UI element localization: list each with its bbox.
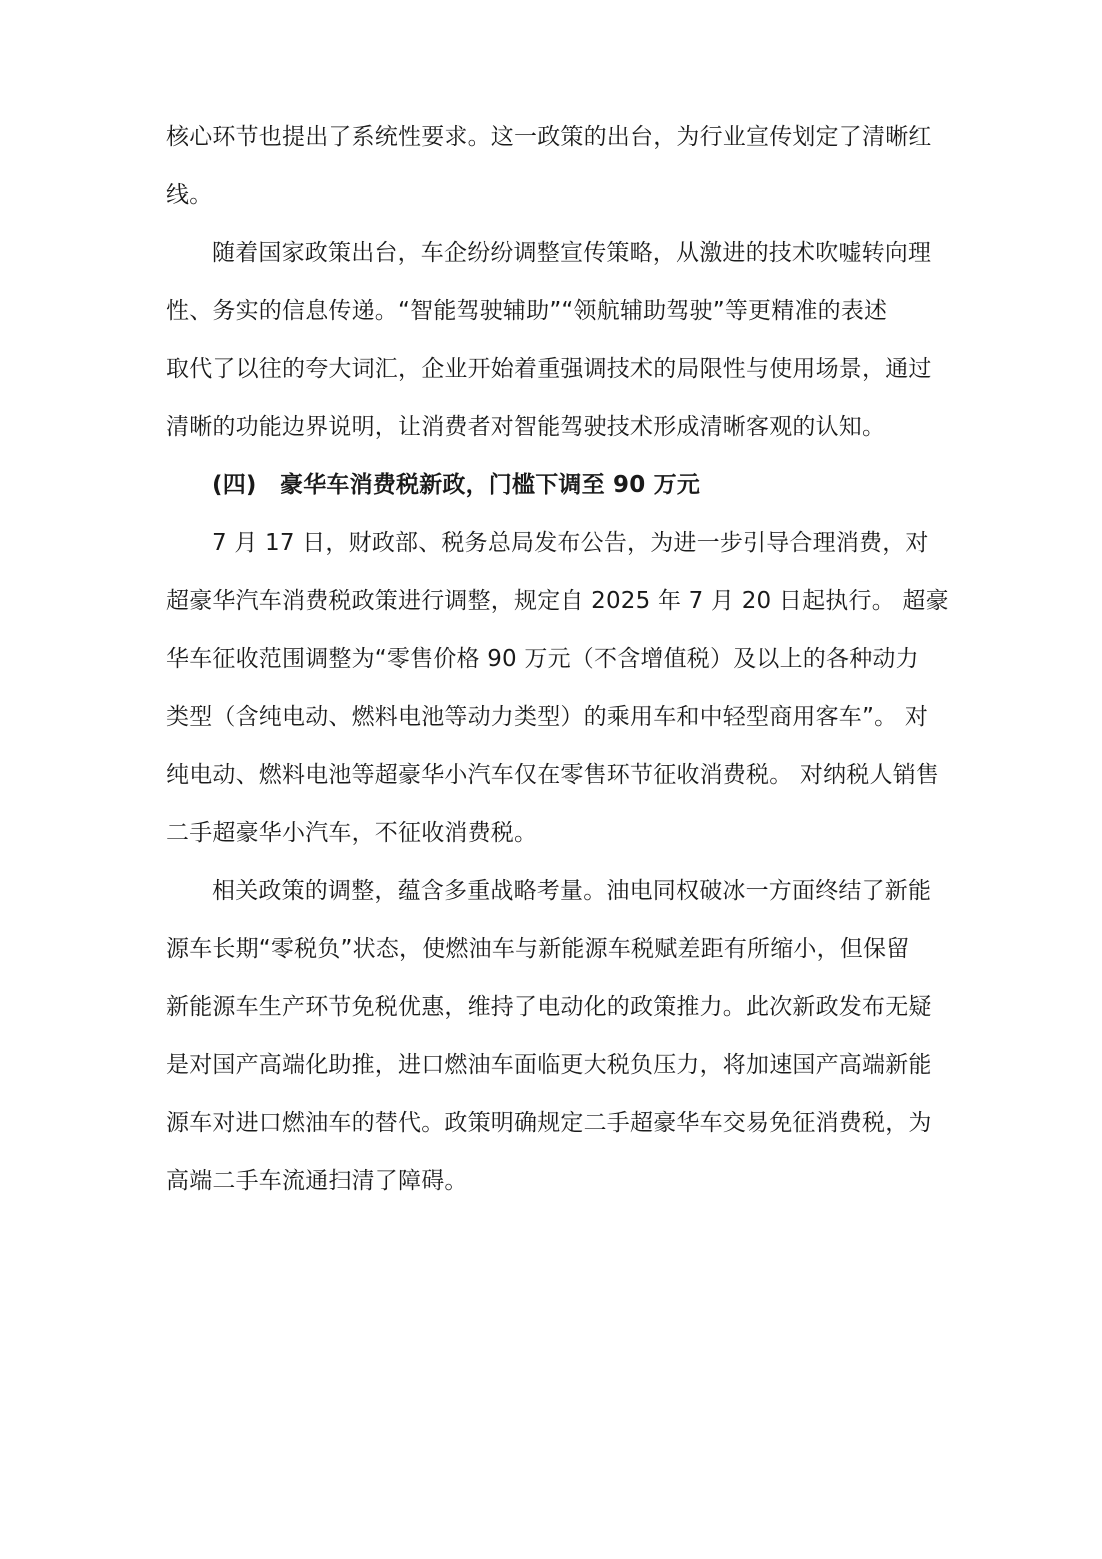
section-title: 豪华车消费税新政，门槛下调至 90 万元	[280, 472, 701, 498]
paragraph-line: 取代了以往的夸大词汇，企业开始着重强调技术的局限性与使用场景，通过	[166, 356, 932, 382]
paragraph-line: 随着国家政策出台，车企纷纷调整宣传策略，从激进的技术吹嘘转向理	[212, 240, 932, 266]
paragraph-line: 7 月 17 日，财政部、税务总局发布公告，为进一步引导合理消费，对	[212, 530, 929, 556]
paragraph-line: 是对国产高端化助推，进口燃油车面临更大税负压力，将加速国产高端新能	[166, 1052, 932, 1078]
paragraph-line: 高端二手车流通扫清了障碍。	[166, 1168, 468, 1194]
continuation-paragraph	[166, 108, 936, 224]
section-number: (四)	[212, 472, 257, 498]
paragraph-line: 源车长期“零税负”状态，使燃油车与新能源车税赋差距有所缩小，但保留	[166, 936, 910, 962]
paragraph-line: 超豪华汽车消费税政策进行调整，规定自 2025 年 7 月 20 日起执行。 超豪	[166, 588, 949, 614]
paragraph-line: 线。	[166, 182, 213, 208]
paragraph-line: 源车对进口燃油车的替代。政策明确规定二手超豪华车交易免征消费税，为	[166, 1110, 932, 1136]
paragraph-line: 纯电动、燃料电池等超豪华小汽车仅在零售环节征收消费税。 对纳税人销售	[166, 762, 940, 788]
paragraph-line: 核心环节也提出了系统性要求。这一政策的出台，为行业宣传划定了清晰红	[166, 124, 932, 150]
paragraph-tax-policy	[166, 514, 949, 862]
paragraph-line: 二手超豪华小汽车，不征收消费税。	[166, 820, 538, 846]
paragraph-line: 新能源车生产环节免税优惠，维持了电动化的政策推力。此次新政发布无疑	[166, 994, 932, 1020]
paragraph-line: 相关政策的调整，蕴含多重战略考量。油电同权破冰一方面终结了新能	[212, 878, 932, 904]
paragraph-line: 华车征收范围调整为“零售价格 90 万元（不含增值税）及以上的各种动力	[166, 646, 919, 672]
paragraph-line: 清晰的功能边界说明，让消费者对智能驾驶技术形成清晰客观的认知。	[166, 414, 886, 440]
document-body	[166, 108, 949, 1210]
paragraph-line: 类型（含纯电动、燃料电池等动力类型）的乘用车和中轻型商用客车”。 对	[166, 704, 929, 730]
paragraph-line: 性、务实的信息传递。“智能驾驶辅助”“领航辅助驾驶”等更精准的表述	[166, 298, 888, 324]
section-heading	[166, 456, 936, 514]
paragraph-strategic-considerations	[166, 862, 936, 1210]
paragraph-marketing-strategy	[166, 224, 936, 456]
